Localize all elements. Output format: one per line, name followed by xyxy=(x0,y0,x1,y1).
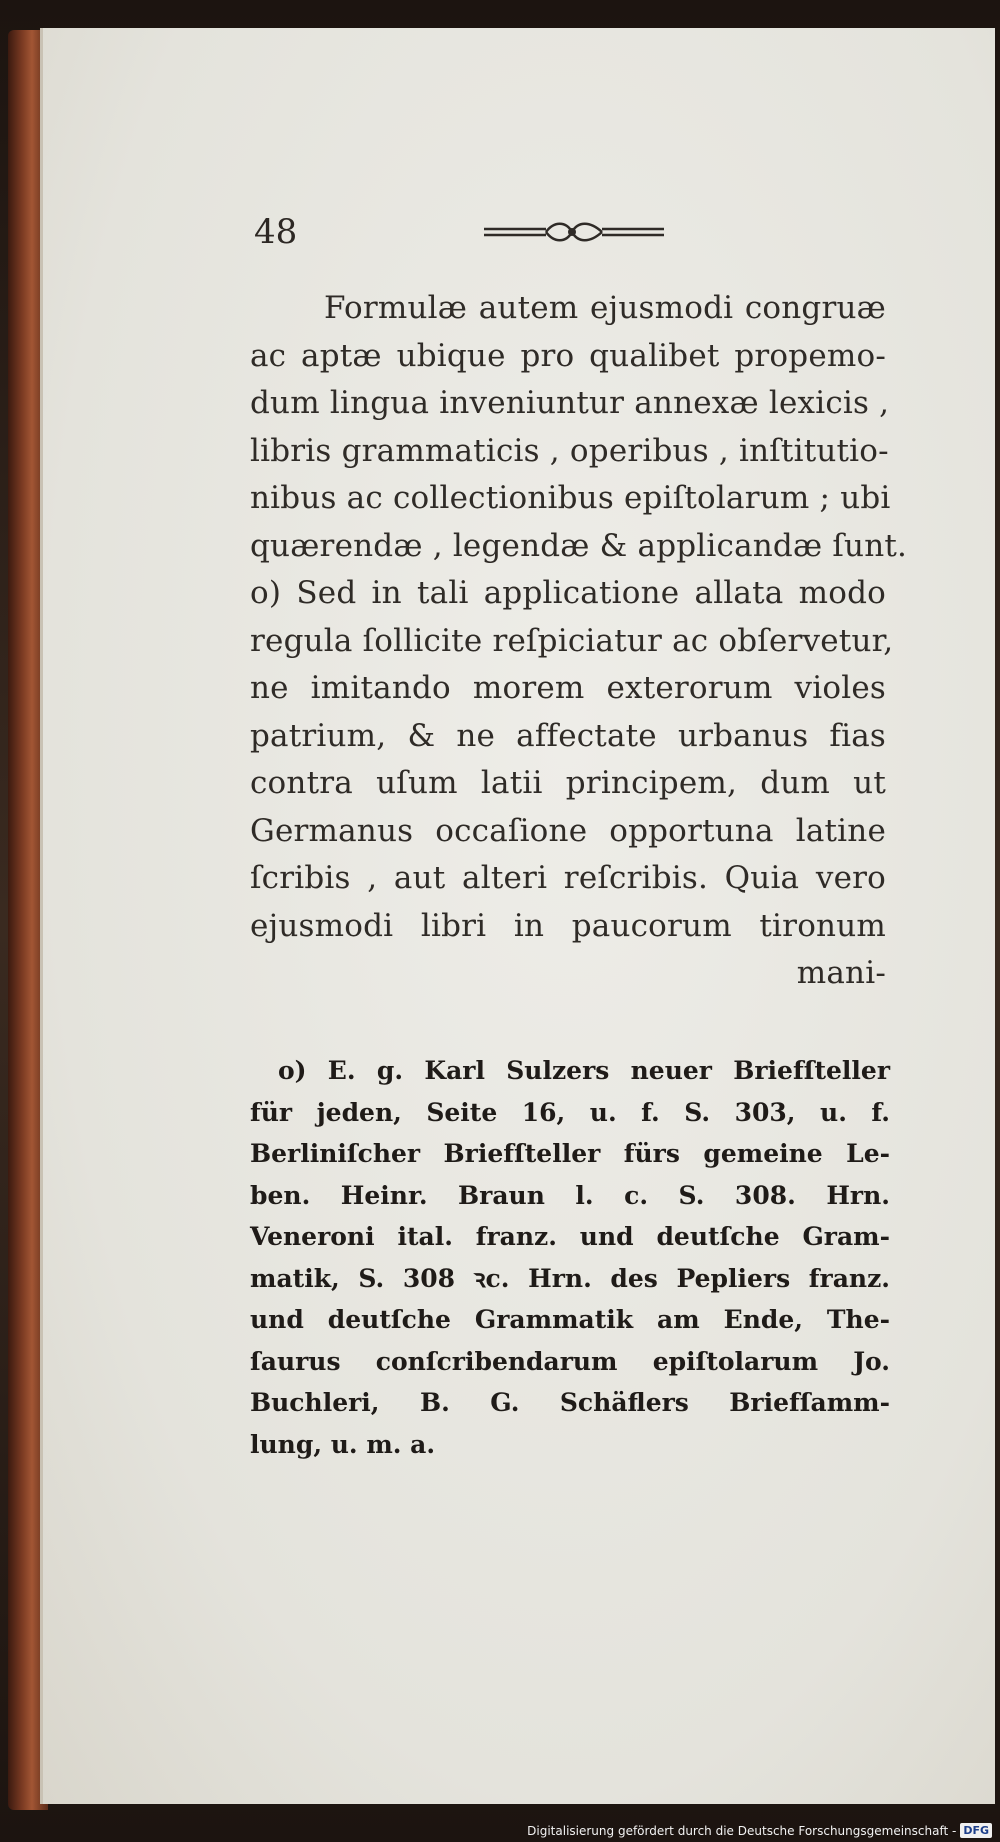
body-line: nibus ac collectionibus epiſtolarum ; ubi xyxy=(250,480,891,516)
body-line: libris grammaticis , operibus , inſtitutio- xyxy=(250,432,889,469)
body-line: ſcribis , aut alteri reſcribis. Quia vero xyxy=(250,860,886,896)
header-ornament xyxy=(484,219,664,245)
body-text xyxy=(250,285,908,998)
footnote-line: und deutſche Grammatik am Ende, The- xyxy=(250,1305,890,1334)
footnote-line: ſaurus conſcribendarum epiſtolarum Jo. xyxy=(250,1346,890,1376)
footnote-line: o) E. g. Karl Sulzers neuer Briefſteller xyxy=(278,1056,890,1085)
credit-text: Digitalisierung gefördert durch die Deutsche Forschungsgemeinschaft - xyxy=(527,1823,957,1838)
footnote-line: Buchleri, B. G. Schäflers Briefſamm- xyxy=(250,1388,890,1417)
body-line: Germanus occaſione opportuna latine xyxy=(250,812,886,849)
body-line: o) Sed in tali applicatione allata modo xyxy=(250,575,886,611)
body-line: dum lingua inveniuntur annexæ lexicis , xyxy=(250,385,890,421)
footnote-line: Veneroni ital. franz. und deutſche Gram- xyxy=(250,1222,890,1251)
body-line: ne imitando morem exterorum violes xyxy=(250,670,886,706)
digitization-credit xyxy=(527,1823,992,1838)
dfg-logo[interactable]: DFG xyxy=(960,1823,992,1838)
footnote-line: lung, u. m. a. xyxy=(250,1429,436,1459)
page-number: 48 xyxy=(254,212,298,252)
footnote-line: Berliniſcher Briefſteller fürs gemeine Le- xyxy=(250,1139,890,1168)
footnote xyxy=(250,1050,890,1465)
body-line: ejusmodi libri in paucorum tironum xyxy=(250,907,886,944)
footnote-line: matik, S. 308 ꝛc. Hrn. des Pepliers franz. xyxy=(250,1263,890,1293)
footnote-line: für jeden, Seite 16, u. f. S. 303, u. f. xyxy=(250,1097,890,1127)
body-line: contra uſum latii principem, dum ut xyxy=(250,765,886,801)
catchword: mani- xyxy=(796,955,886,991)
body-line: regula ſollicite reſpiciatur ac obſervetur, xyxy=(250,622,894,659)
body-line: ac aptæ ubique pro qualibet propemo- xyxy=(250,337,886,374)
footnote-line: ben. Heinr. Braun l. c. S. 308. Hrn. xyxy=(250,1180,890,1210)
body-line: quærendæ , legendæ & applicandæ ſunt. xyxy=(250,527,908,564)
body-line: Formulæ autem ejusmodi congruæ xyxy=(324,290,886,326)
body-line: patrium, & ne affectate urbanus fias xyxy=(250,717,886,754)
